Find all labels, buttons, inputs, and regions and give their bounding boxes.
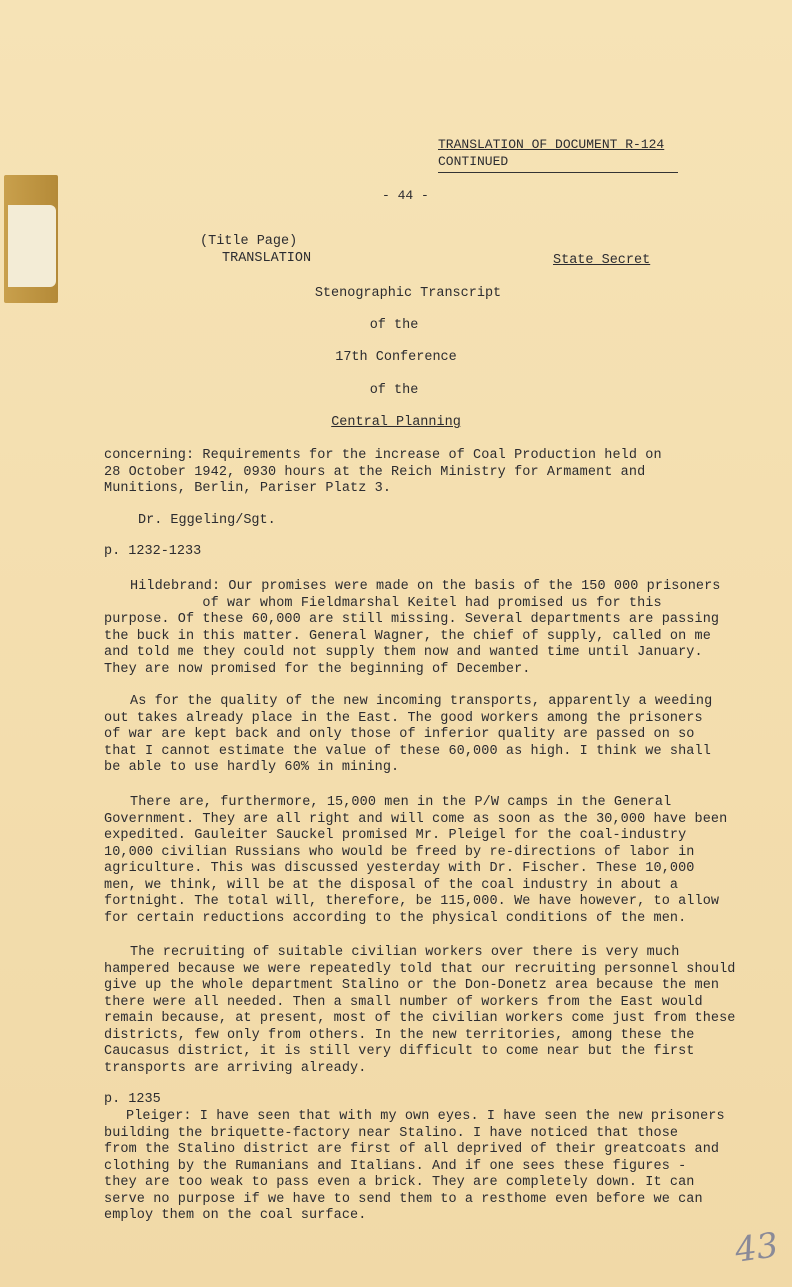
binder-tab-paper [8,205,56,287]
paragraph-furthermore-text: There are, furthermore, 15,000 men in the P/W camps in the General Government. They are all right and will come as soon as the 30,000 have been expedited. Gauleiter Sauckel promised Mr. Pleigel for the coal-industry 10,000 civilian Russians who would be freed by re-directions of labor in agriculture. This was discussed yesterday with Dr. Fischer. These 10,000 men, we think, will be at the disposal of the coal industry in about a fortnight. The total will, therefore, be 115,000. We have however, to allow for certain reductions according to the physical conditions of the men. [104,795,728,926]
page-reference-2: p. 1235 [104,1092,161,1107]
page-reference-1: p. 1232-1233 [104,544,202,559]
recorder: Dr. Eggeling/Sgt. [138,513,276,528]
header-continued: CONTINUED [438,153,678,173]
heading-line-1: Stenographic Transcript [314,286,502,301]
paragraph-furthermore [104,795,752,927]
concerning-paragraph: concerning: Requirements for the increase of Coal Production held on 28 October 1942, 0930 hours at the Reich Ministry for Armament and Munitions, Berlin, Pariser Platz 3. [104,448,662,496]
classification-label: State Secret [553,253,651,268]
paragraph-pleiger [104,1109,752,1225]
heading-line-5 [0,415,792,430]
paragraph-hildebrand [104,579,752,678]
heading-line-3: 17th Conference [335,350,457,365]
heading-line-4: of the [369,383,419,398]
title-page-label: (Title Page) [200,234,298,249]
paragraph-recruiting-text: The recruiting of suitable civilian workers over there is very much hampered because we were repeatedly told that our recruiting personnel should give up the whole department Stalino or the Don-Donetz area because the men there were all needed. Then a small number of workers from the East would remain because, at present, most of the civilian workers come just from these districts, few only from others. In the new territories, among these the Caucasus district, it is still very difficult to come near but the first transports are arriving already. [104,945,736,1076]
paragraph-recruiting [104,945,752,1077]
paragraph-quality-text: As for the quality of the new incoming transports, apparently a weeding out takes already place in the East. The good workers among the prisoners of war are kept back and only those of inferior quality are passed on so that I cannot estimate the value of these 60,000 as high. I think we shall be able to use hardly 60% in mining. [104,694,713,775]
translation-label: TRANSLATION [222,251,312,266]
paragraph-quality [104,694,752,777]
heading-central-planning: Central Planning [331,415,461,430]
heading-line-2: of the [369,318,419,333]
paragraph-hildebrand-text: Hildebrand: Our promises were made on the basis of the 150 000 prisoners of war whom Fieldmarshal Keitel had promised us for this purpose. Of these 60,000 are still missing. Several departments are passing the buck in this matter. General Wagner, the chief of supply, called on me and told me they could not supply them now and wanted time until January. They are now promised for the beginning of December. [104,579,721,677]
page-marker: - 44 - [382,188,429,203]
header-title: TRANSLATION OF DOCUMENT R-124 [438,137,665,152]
handwritten-page-number: 43 [732,1225,781,1271]
paragraph-pleiger-text: Pleiger: I have seen that with my own eyes. I have seen the new prisoners building the briquette-factory near Stalino. I have noticed that those from the Stalino district are first of all deprived of their greatcoats and clothing by the Rumanians and Italians. And if one sees these figures - they are too weak to pass even a brick. They are completely down. It can serve no purpose if we have to send them to a resthome even before we can employ them on the coal surface. [104,1109,725,1223]
document-header [438,136,678,173]
